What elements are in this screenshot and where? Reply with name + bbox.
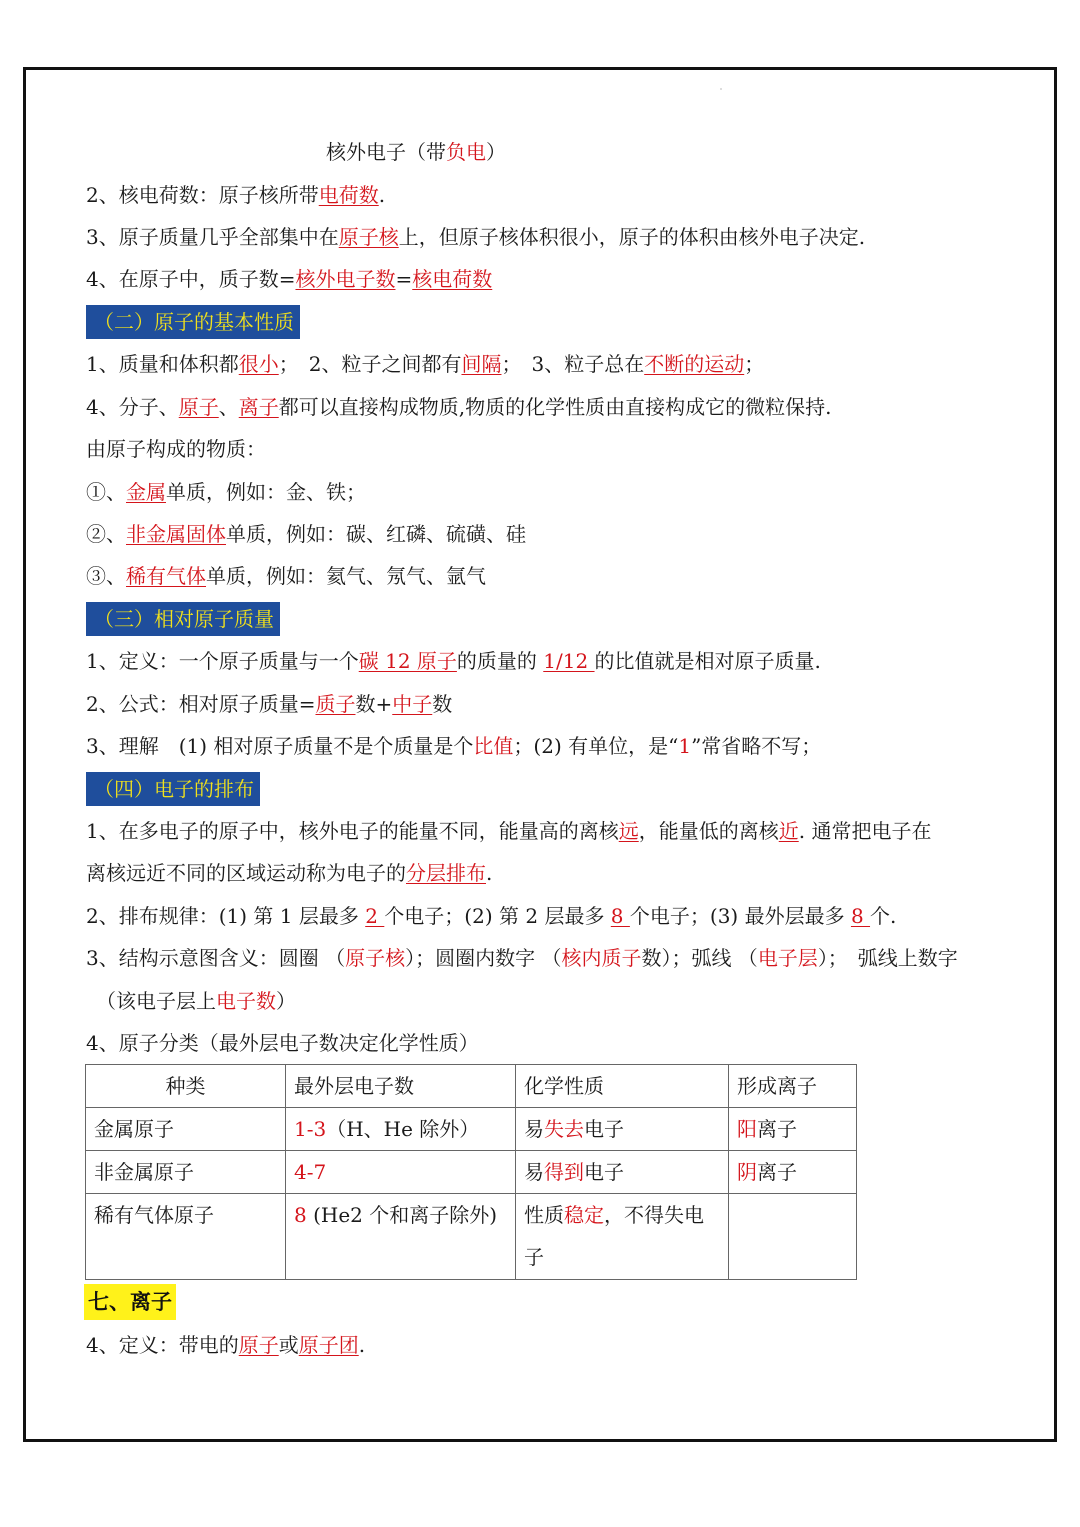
table-cell [286, 1108, 516, 1151]
electron-energy-line [86, 816, 931, 846]
answer-text: 很小 [238, 352, 279, 376]
text: 、 [218, 395, 239, 419]
text: ； 3、粒子总在 [501, 352, 645, 376]
section-heading-relative-mass: （三）相对原子质量 [86, 602, 280, 636]
table-row [86, 1108, 857, 1151]
answer-text: 电子层 [757, 946, 818, 970]
text: 数）；弧线 （ [641, 946, 758, 970]
text: ，能量低的离核 [638, 819, 779, 843]
table-cell [286, 1151, 516, 1194]
arrangement-rules-line [86, 901, 896, 931]
answer-text: 8 [294, 1203, 307, 1227]
answer-text: 失去 [544, 1117, 584, 1141]
text: 3、理解 (1) 相对原子质量不是个质量是个 [86, 734, 474, 758]
answer-text: 近 [778, 819, 799, 843]
particles-line [86, 392, 831, 422]
text: 数 [432, 692, 453, 716]
table-row [86, 1194, 857, 1280]
answer-text: 非金属固体 [126, 522, 226, 546]
answer-text: 1/12 [543, 649, 595, 673]
section-heading-electron-arrangement: （四）电子的排布 [86, 772, 260, 806]
answer-text: 金属 [126, 480, 166, 504]
list-item-nonmetal [86, 519, 526, 549]
text: 3、结构示意图含义：圆圈 （ [86, 946, 346, 970]
table-cell [729, 1151, 857, 1194]
section-heading-basic-properties: （二）原子的基本性质 [86, 305, 300, 339]
table-cell: 非金属原子 [86, 1151, 286, 1194]
answer-text: 阳 [737, 1117, 757, 1141]
text: 电子 [584, 1117, 624, 1141]
atom-classification-line: 4、原子分类（最外层电子数决定化学性质） [86, 1031, 479, 1055]
table-header: 形成离子 [729, 1065, 857, 1108]
table-row [86, 1151, 857, 1194]
text: 个电子；(2) 第 2 层最多 [384, 904, 611, 928]
atom-mass-line [86, 222, 865, 252]
text: 的比值就是相对原子质量. [594, 649, 821, 673]
answer-text: 1-3 [294, 1117, 327, 1141]
text: 性质 [524, 1203, 564, 1227]
text: ） [276, 989, 296, 1013]
list-item-noble-gas [86, 561, 486, 591]
relative-mass-definition [86, 646, 821, 676]
text: ”常省略不写； [691, 734, 822, 758]
answer-text: 原子 [178, 395, 219, 419]
text: ）；圆圈内数字 （ [405, 946, 562, 970]
nuclear-charge-line [86, 180, 385, 210]
electron-title-line [326, 137, 506, 167]
answer-text: 间隔 [461, 352, 502, 376]
electron-energy-line-cont [86, 858, 492, 888]
answer-text: 质子 [315, 692, 356, 716]
text: 数+ [355, 692, 393, 716]
table-header-row [86, 1065, 857, 1108]
text: 上，但原子核体积很小，原子的体积由核外电子决定. [398, 225, 866, 249]
list-item-metal [86, 477, 366, 507]
text: 离核远近不同的区域运动称为电子的 [86, 861, 406, 885]
relative-mass-understanding [86, 731, 821, 761]
answer-text: 中子 [392, 692, 433, 716]
table-header: 最外层电子数 [286, 1065, 516, 1108]
table-cell [516, 1151, 729, 1194]
text: 核外电子（带 [326, 140, 446, 164]
text: 2、核电荷数：原子核所带 [86, 183, 319, 207]
answer-text: 得到 [544, 1160, 584, 1184]
answer-text: 稳定 [564, 1203, 604, 1227]
table-cell [286, 1194, 516, 1280]
red-text: 负电 [446, 140, 486, 164]
text: 离子 [757, 1117, 797, 1141]
answer-text: 比值 [473, 734, 514, 758]
table-cell: 稀有气体原子 [86, 1194, 286, 1280]
answer-text: 不断的运动 [644, 352, 745, 376]
text: 个. [870, 904, 897, 928]
answer-text: 分层排布 [406, 861, 486, 885]
text: 3、原子质量几乎全部集中在 [86, 225, 339, 249]
text: . [358, 1333, 366, 1357]
answer-text: 原子核 [338, 225, 399, 249]
answer-text: 阴 [737, 1160, 757, 1184]
text: 2、排布规律：(1) 第 1 层最多 [86, 904, 366, 928]
text: 子 [524, 1245, 544, 1269]
answer-text: 原子核 [345, 946, 406, 970]
text: = [395, 267, 413, 291]
text: 单质，例如：金、铁； [166, 480, 366, 504]
answer-text: 2 [365, 904, 385, 928]
text: ①、 [86, 480, 126, 504]
proton-equality-line [86, 264, 492, 294]
table-header: 化学性质 [516, 1065, 729, 1108]
answer-text: 原子团 [298, 1333, 359, 1357]
speck [720, 88, 722, 90]
answer-text: 核电荷数 [412, 267, 493, 291]
text: 个电子；(3) 最外层最多 [629, 904, 851, 928]
text: 或 [278, 1333, 299, 1357]
table-cell [516, 1108, 729, 1151]
answer-text: 原子 [238, 1333, 279, 1357]
text: 2、公式：相对原子质量= [86, 692, 316, 716]
answer-text: 碳 12 原子 [358, 649, 457, 673]
table-cell [729, 1108, 857, 1151]
text: ③、 [86, 564, 126, 588]
answer-text: 8 [850, 904, 871, 928]
table-header: 种类 [86, 1065, 286, 1108]
text: . [486, 861, 493, 885]
answer-text: 8 [610, 904, 630, 928]
answer-text: 1 [678, 734, 692, 758]
text: ） [486, 140, 506, 164]
text: ②、 [86, 522, 126, 546]
answer-text: 远 [618, 819, 639, 843]
text: 1、在多电子的原子中，核外电子的能量不同，能量高的离核 [86, 819, 619, 843]
text: 易 [524, 1117, 544, 1141]
answer-text: 4-7 [294, 1160, 327, 1184]
text: 4、定义：带电的 [86, 1333, 239, 1357]
section-heading-ions: 七、离子 [84, 1284, 176, 1320]
text: . [378, 183, 386, 207]
atom-substances-intro: 由原子构成的物质： [86, 437, 266, 461]
text: 4、在原子中，质子数= [86, 267, 296, 291]
answer-text: 离子 [238, 395, 279, 419]
text: ）； 弧线上数字 [817, 946, 958, 970]
text: ； [744, 352, 765, 376]
text: ，不得失电 [604, 1203, 704, 1227]
text: 4、分子、 [86, 395, 179, 419]
atom-classification-table [85, 1064, 857, 1280]
text: 1、质量和体积都 [86, 352, 239, 376]
text: 单质，例如：氦气、氖气、氩气 [206, 564, 486, 588]
answer-text: 电子数 [216, 989, 276, 1013]
text: 单质，例如：碳、红磷、硫磺、硅 [226, 522, 526, 546]
text: 1、定义：一个原子质量与一个 [86, 649, 359, 673]
text: 离子 [757, 1160, 797, 1184]
text: ；(2) 有单位，是“ [513, 734, 679, 758]
text: （该电子层上 [96, 989, 216, 1013]
relative-mass-formula [86, 689, 452, 719]
text: . 通常把电子在 [798, 819, 932, 843]
text: 电子 [584, 1160, 624, 1184]
answer-text: 稀有气体 [126, 564, 206, 588]
table-cell [729, 1194, 857, 1280]
text: 的质量的 [456, 649, 544, 673]
text: 都可以直接构成物质,物质的化学性质由直接构成它的微粒保持. [278, 395, 832, 419]
properties-line [86, 349, 764, 379]
answer-text: 电荷数 [318, 183, 379, 207]
answer-text: 核外电子数 [295, 267, 396, 291]
structure-diagram-line-cont [96, 986, 296, 1016]
ion-definition-line [86, 1330, 365, 1360]
text: (He2 个和离子除外) [306, 1203, 498, 1227]
structure-diagram-line [86, 943, 958, 973]
table-cell [516, 1194, 729, 1280]
text: （H、He 除外） [326, 1117, 480, 1141]
text: ； 2、粒子之间都有 [278, 352, 462, 376]
text: 易 [524, 1160, 544, 1184]
answer-text: 核内质子 [561, 946, 642, 970]
table-cell: 金属原子 [86, 1108, 286, 1151]
